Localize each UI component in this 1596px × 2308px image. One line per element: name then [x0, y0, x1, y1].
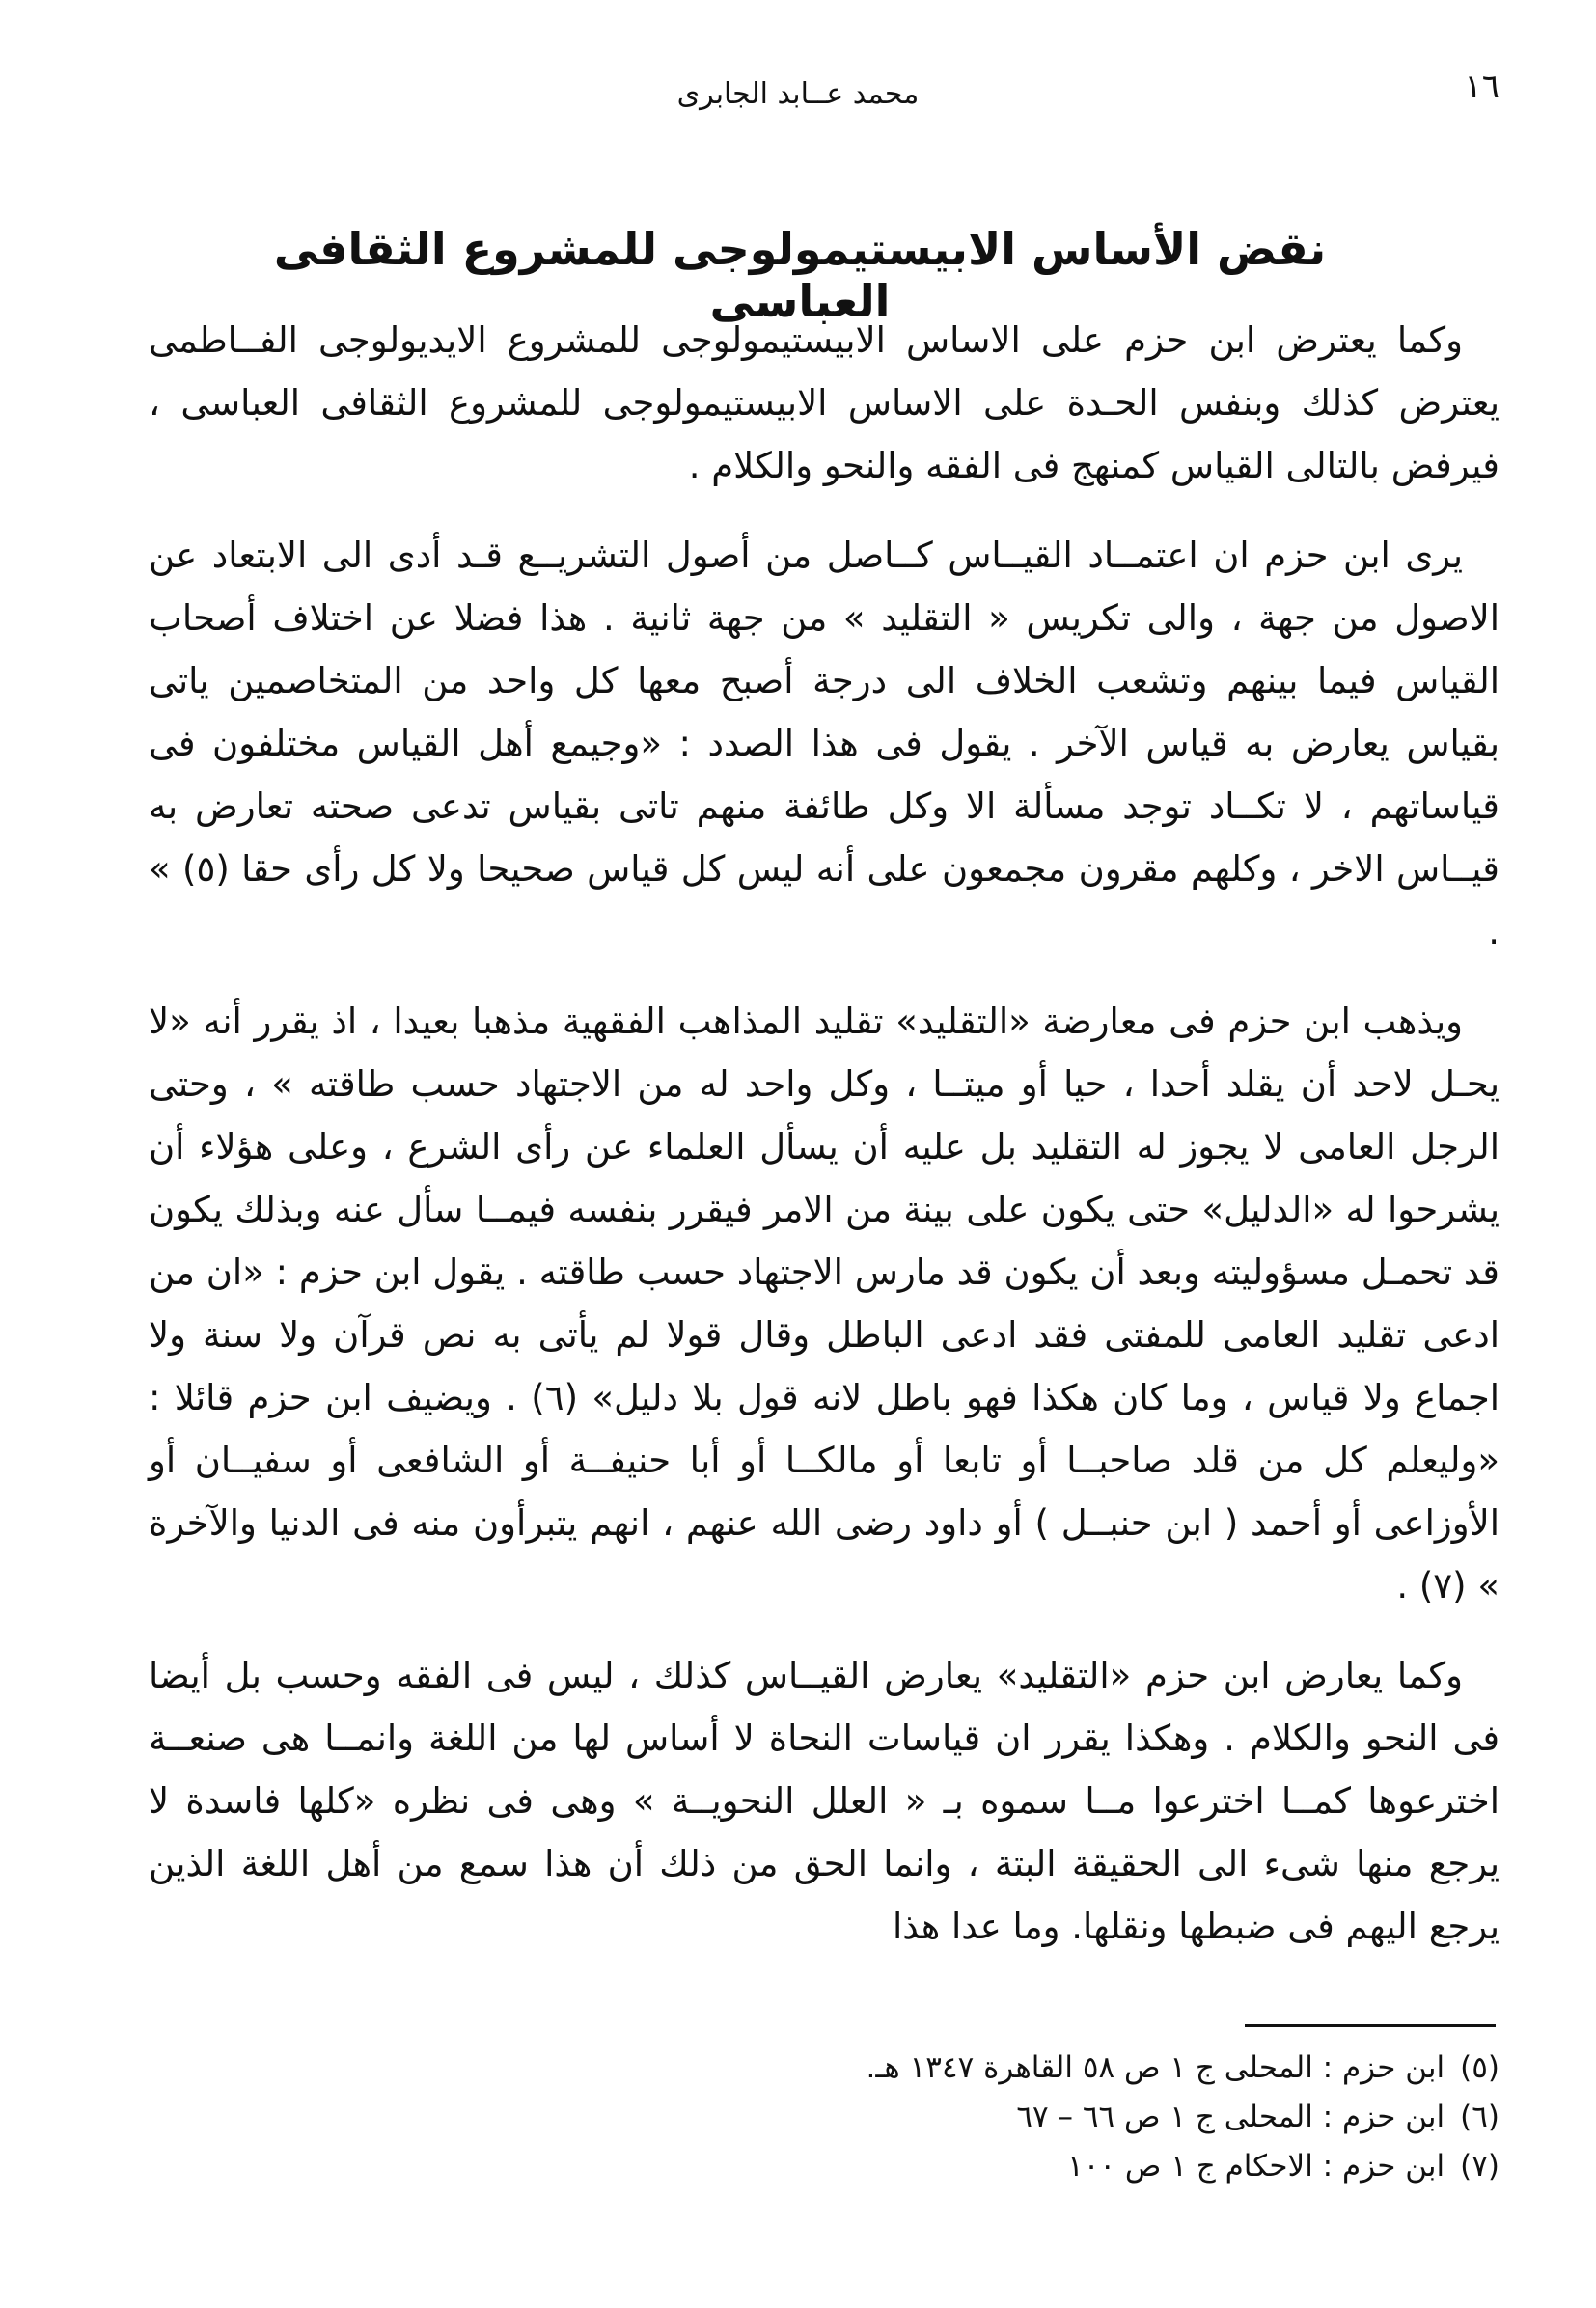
footnote-number: (٦) — [1460, 2100, 1500, 2134]
paragraph-3: ويذهب ابن حزم فى معارضة «التقليد» تقليد المذاهب الفقهية مذهبا بعيدا ، اذ يقرر أنه «لا يحـل لاحد أن يقلد أحدا ، حيا أو ميتــا ، وكل واحد له من الاجتهاد حسب طاقته » ، وحتى الرجل العامى لا يجوز له التقليد بل عليه أن يسأل العلماء عن رأى الشرع ، وعلى هؤلاء أن يشرحوا له «الدليل» حتى يكون على بينة من الامر فيقرر بنفسه فيمــا سأل عنه وبذلك يكون قد تحمـل مسؤوليته وبعد أن يكون قد مارس الاجتهاد حسب طاقته . يقول ابن حزم : «ان من ادعى تقليد العامى للمفتى فقد ادعى الباطل وقال قولا لم يأتى به نص قرآن ولا سنة ولا اجماع ولا قياس ، وما كان هكذا فهو باطل لانه قول بلا دليل» (٦) . ويضيف ابن حزم قائلا : «وليعلم كل من قلد صاحبــا أو تابعا أو مالكــا أو أبا حنيفــة أو الشافعى أو سفيــان أو الأوزاعى أو أحمد ( ابن حنبــل ) أو داود رضى الله عنهم ، انهم يتبرأون منه فى الدنيا والآخرة » (٧) . — [149, 1001, 1500, 1607]
footnote-text: ابن حزم : المحلى ج ١ ص ٦٦ – ٦٧ — [1016, 2100, 1445, 2134]
footnote-text: ابن حزم : المحلى ج ١ ص ٥٨ القاهرة ١٣٤٧ هـ. — [866, 2050, 1445, 2085]
footnotes — [149, 2044, 1500, 2191]
footnote-separator — [1245, 2024, 1496, 2027]
footnote-6 — [149, 2093, 1500, 2142]
page-number: ١٦ — [1464, 68, 1500, 106]
paragraph-4: وكما يعارض ابن حزم «التقليد» يعارض القيــاس كذلك ، ليس فى الفقه وحسب بل أيضا فى النحو والكلام . وهكذا يقرر ان قياسات النحاة لا أساس لها من اللغة وانمــا هى صنعــة اخترعوها كمــا اخترعوا مــا سموه بـ « العلل النحويــة » وهى فى نظره «كلها فاسدة لا يرجع منها شىء الى الحقيقة البتة ، وانما الحق من ذلك أن هذا سمع من أهل اللغة الذين يرجع اليهم فى ضبطها ونقلها. وما عدا هذا — [149, 1655, 1500, 1947]
footnote-number: (٥) — [1460, 2050, 1500, 2085]
footnote-5 — [149, 2044, 1500, 2093]
body-text — [149, 309, 1500, 1985]
running-head: محمد عــابد الجابرى — [676, 77, 920, 111]
footnote-number: (٧) — [1460, 2149, 1500, 2184]
paragraph-1: وكما يعترض ابن حزم على الاساس الابيستيمولوجى للمشروع الايديولوجى الفــاطمى يعترض كذلك وبنفس الحـدة على الاساس الابيستيمولوجى للمشروع الثقافى العباسى ، فيرفض بالتالى القياس كمنهج فى الفقه والنحو والكلام . — [149, 319, 1500, 486]
footnote-text: ابن حزم : الاحكام ج ١ ص ١٠٠ — [1067, 2149, 1445, 2184]
footnote-7 — [149, 2142, 1500, 2191]
paragraph-2: يرى ابن حزم ان اعتمــاد القيــاس كــاصل من أصول التشريــع قـد أدى الى الابتعاد عن الاصول من جهة ، والى تكريس « التقليد » من جهة ثانية . هذا فضلا عن اختلاف أصحاب القياس فيما بينهم وتشعب الخلاف الى درجة أصبح معها كل واحد من المتخاصمين ياتى بقياس يعارض به قياس الآخر . يقول فى هذا الصدد : «وجيمع أهل القياس مختلفون فى قياساتهم ، لا تكــاد توجد مسألة الا وكل طائفة منهم تاتى بقياس تدعى صحته تعارض به قيــاس الاخر ، وكلهم مقرون مجمعون على أنه ليس كل قياس صحيحا ولا كل رأى حقا (٥) » . — [149, 535, 1500, 952]
chapter-title: نقض الأساس الابيستيمولوجى للمشروع الثقافى العباسى — [273, 222, 1327, 327]
